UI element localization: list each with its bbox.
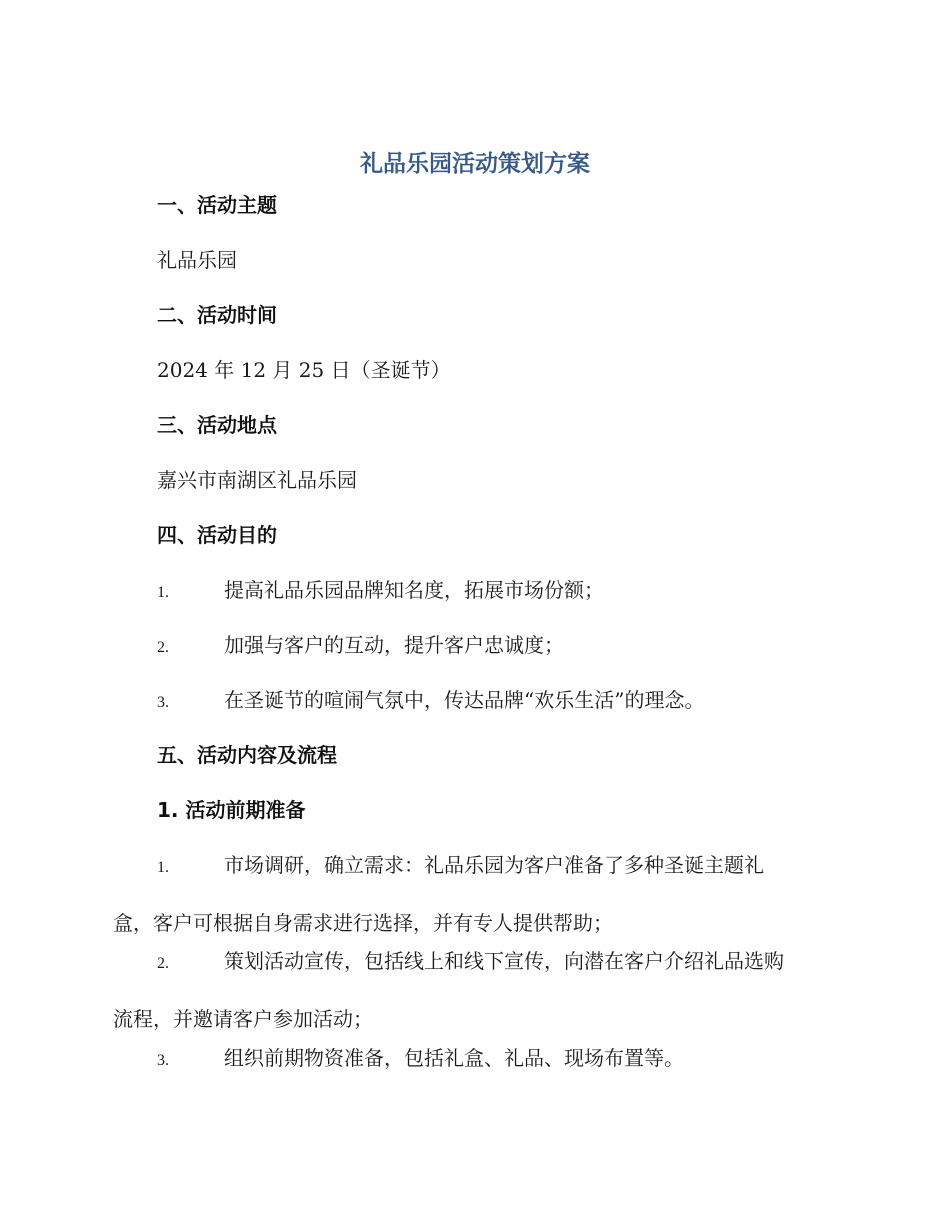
list-item-text: 提高礼品乐园品牌知名度，拓展市场份额；: [224, 578, 604, 602]
list-item: [157, 1043, 847, 1076]
list-item: [113, 946, 843, 1034]
section-heading-theme: 一、活动主题: [157, 193, 277, 217]
list-item: [157, 630, 847, 663]
section-heading-purpose: 四、活动目的: [157, 523, 277, 547]
list-item-text-line2: 流程，并邀请客户参加活动；: [113, 1007, 373, 1031]
document-title: 礼品乐园活动策划方案: [360, 151, 590, 177]
list-item-text-line2: 盒，客户可根据自身需求进行选择，并有专人提供帮助；: [113, 911, 613, 935]
list-item-number: 3.: [157, 694, 169, 711]
list-item: [157, 685, 847, 718]
subsection-heading-preparation: 1. 活动前期准备: [157, 798, 306, 822]
section-body-time: 2024 年 12 月 25 日（圣诞节）: [157, 358, 451, 382]
list-item-text-line1: 策划活动宣传，包括线上和线下宣传，向潜在客户介绍礼品选购: [224, 949, 784, 973]
list-item: [157, 575, 847, 608]
section-heading-content: 五、活动内容及流程: [157, 743, 337, 767]
section-heading-location: 三、活动地点: [157, 413, 277, 437]
section-body-location: 嘉兴市南湖区礼品乐园: [157, 468, 357, 492]
list-item: [113, 850, 843, 938]
section-heading-time: 二、活动时间: [157, 303, 277, 327]
list-item-number: 3.: [157, 1052, 169, 1069]
list-item-text: 加强与客户的互动，提升客户忠诚度；: [224, 633, 564, 657]
list-item-number: 1.: [157, 584, 169, 601]
list-item-number: 1.: [157, 859, 169, 876]
section-body-theme: 礼品乐园: [157, 248, 237, 272]
list-item-text-line1: 市场调研，确立需求：礼品乐园为客户准备了多种圣诞主题礼: [224, 853, 764, 877]
list-item-text: 组织前期物资准备，包括礼盒、礼品、现场布置等。: [224, 1046, 684, 1070]
list-item-text: 在圣诞节的喧闹气氛中，传达品牌“欢乐生活”的理念。: [224, 688, 705, 712]
list-item-number: 2.: [157, 955, 169, 972]
list-item-number: 2.: [157, 639, 169, 656]
